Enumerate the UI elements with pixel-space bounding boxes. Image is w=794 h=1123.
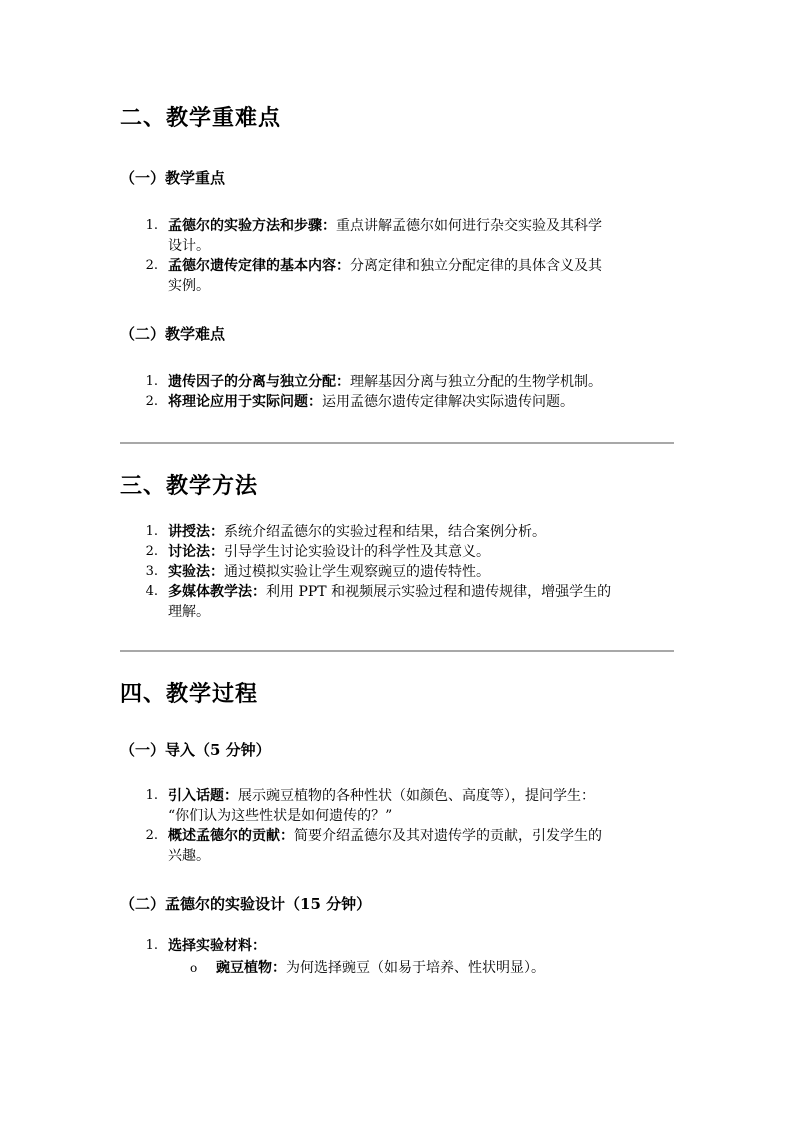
key-points-list (120, 216, 674, 296)
sub-list-item: o 豌豆植物：为何选择豌豆（如易于培养、性状明显）。 (190, 960, 545, 976)
methods-list (120, 522, 674, 622)
list-item: 2. 将理论应用于实际问题：运用孟德尔遗传定律解决实际遗传问题。 (145, 394, 574, 410)
difficulties-list (120, 372, 674, 412)
list-item: 1. 孟德尔的实验方法和步骤：重点讲解孟德尔如何进行杂交实验及其科学 设计。 (145, 218, 602, 254)
section-heading-2: 二、教学重难点 (120, 105, 282, 131)
subheading-experiment-design: （二）孟德尔的实验设计（15 分钟） (120, 895, 372, 913)
subheading-introduction: （一）导入（5 分钟） (120, 741, 271, 759)
document-page (120, 96, 674, 978)
list-item: 4. 多媒体教学法：利用 PPT 和视频展示实验过程和遗传规律，增强学生的 理解。 (145, 584, 612, 620)
list-item: 1. 讲授法：系统介绍孟德尔的实验过程和结果，结合案例分析。 (145, 524, 546, 540)
section-divider (120, 650, 674, 652)
section-heading-4: 四、教学过程 (120, 681, 259, 707)
list-item: 2. 讨论法：引导学生讨论实验设计的科学性及其意义。 (145, 544, 490, 560)
list-item: 1. 遗传因子的分离与独立分配：理解基因分离与独立分配的生物学机制。 (145, 374, 602, 390)
circle-bullet-icon: o (190, 961, 198, 975)
list-item: 2. 概述孟德尔的贡献：简要介绍孟德尔及其对遗传学的贡献，引发学生的 兴趣。 (145, 828, 602, 864)
subheading-teaching-difficulties: （二）教学难点 (120, 325, 226, 343)
introduction-list (120, 786, 674, 866)
subheading-teaching-key-points: （一）教学重点 (120, 169, 226, 187)
list-item: 3. 实验法：通过模拟实验让学生观察豌豆的遗传特性。 (145, 564, 490, 580)
list-item: 1. 引入话题：展示豌豆植物的各种性状（如颜色、高度等），提问学生： “你们认为这些性状是如何遗传的？” (145, 788, 595, 824)
sub-list (168, 958, 674, 978)
list-item: 2. 孟德尔遗传定律的基本内容：分离定律和独立分配定律的具体含义及其 实例。 (145, 258, 602, 294)
list-item: 1. 选择实验材料： o 豌豆植物：为何选择豌豆（如易于培养、性状明显）。 (120, 936, 674, 978)
section-divider (120, 442, 674, 444)
section-heading-3: 三、教学方法 (120, 473, 259, 499)
experiment-design-list (120, 936, 674, 978)
